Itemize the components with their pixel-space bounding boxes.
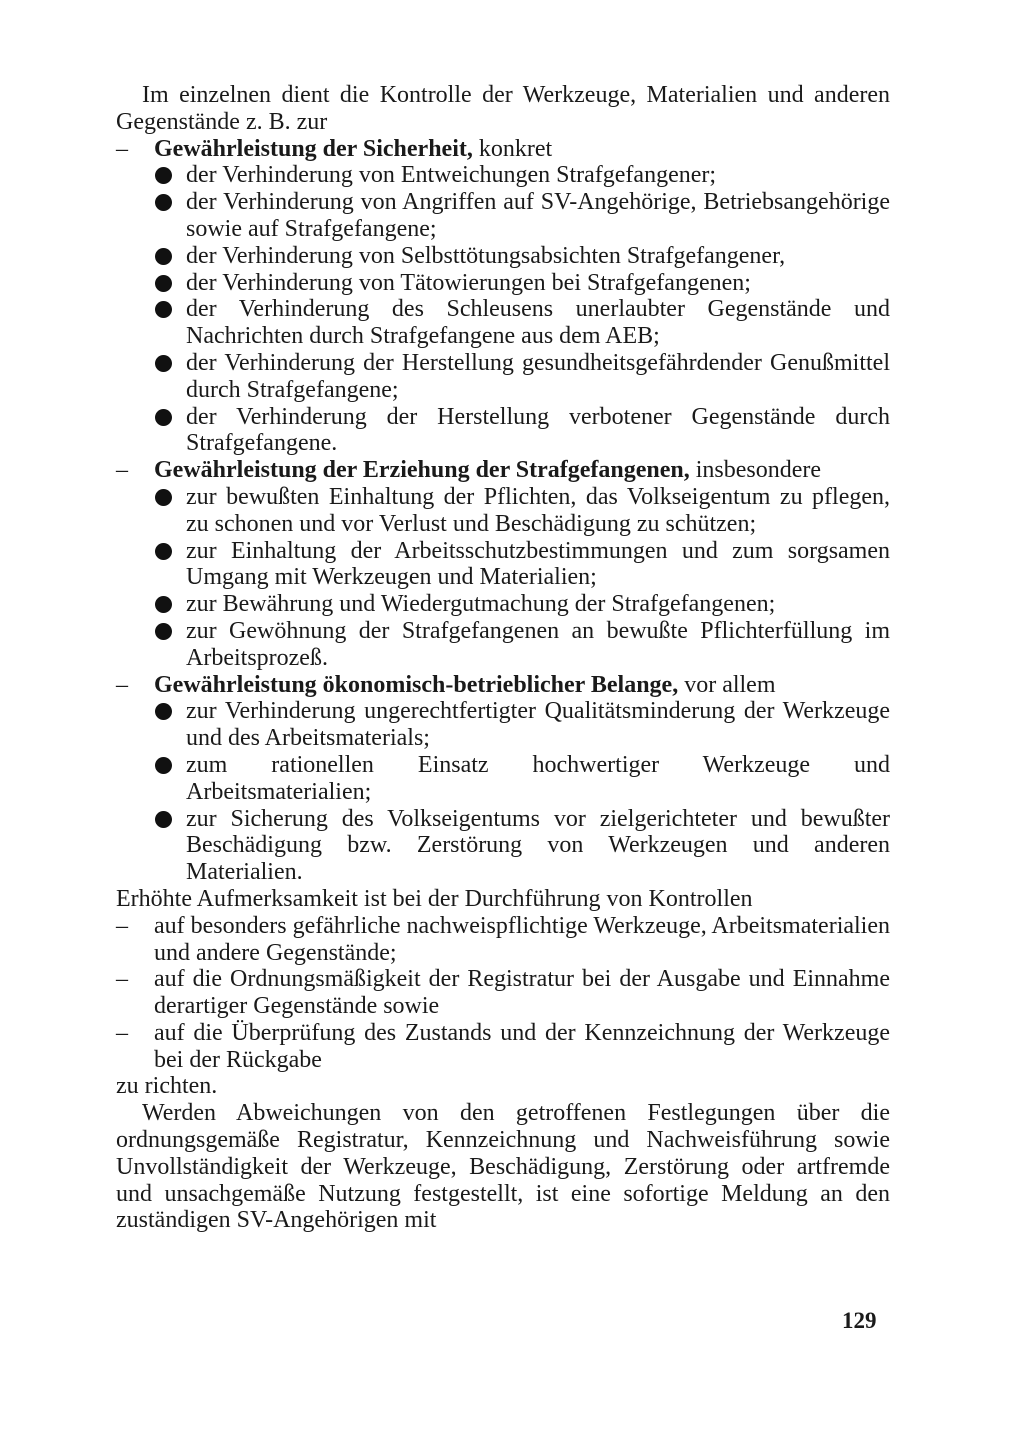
bullet-icon [155,355,172,372]
safety-bullet-list [116,162,890,457]
bullet-icon [155,757,172,774]
economic-bullet-list [116,698,890,886]
list-item: der Verhinderung von Angriffen auf SV-Angehörige, Betriebsangehörige sowie auf Strafgefangene; [116,189,890,243]
bullet-icon [155,275,172,292]
section-education [116,457,890,484]
bullet-icon [155,811,172,828]
attention-lead: Erhöhte Aufmerksamkeit ist bei der Durchführung von Kontrollen [116,885,753,912]
section-suffix: insbesondere [689,457,822,484]
bullet-icon [155,301,172,318]
dash-marker: – [116,671,128,698]
bullet-icon [155,703,172,720]
bullet-icon [155,543,172,560]
list-item: der Verhinderung der Herstellung verbotener Gegenstände durch Strafgefangene. [116,404,890,458]
attention-item: – auf die Ordnungsmäßigkeit der Registratur bei der Ausgabe und Einnahme derartiger Gegenstände sowie [116,966,890,1020]
list-item: der Verhinderung von Entweichungen Strafgefangener; [116,162,890,189]
list-item: der Verhinderung von Selbsttötungsabsichten Strafgefangener, [116,243,890,270]
list-item: zur Einhaltung der Arbeitsschutzbestimmungen und zum sorgsamen Umgang mit Werkzeugen und Materialien; [116,538,890,592]
bullet-icon [155,623,172,640]
list-item: der Verhinderung von Tätowierungen bei Strafgefangenen; [116,270,890,297]
closing-paragraph: Werden Abweichungen von den getroffenen Festlegungen über die ordnungsgemäße Registratur, Kennzeichnung und Nachweisführung sowie Unvollständigkeit der Werkzeuge, Beschädigung, Zerstörung oder artfremde und unsachgemäße Nutzung festgestellt, ist eine sofortige Meldung an den zuständigen SV-Angehörigen mit [116,1100,890,1234]
dash-marker: – [116,966,128,993]
dash-marker: – [116,457,128,484]
bullet-icon [155,248,172,265]
text-column [116,82,890,1234]
attention-tail: zu richten. [116,1073,218,1100]
dash-marker: – [116,912,128,939]
bullet-icon [155,167,172,184]
list-item: zur Sicherung des Volkseigentums vor zielgerichteter und bewußter Beschädigung bzw. Zerstörung von Werkzeugen und anderen Materialien. [116,806,890,886]
list-item: zum rationellen Einsatz hochwertiger Werkzeuge und Arbeitsmaterialien; [116,752,890,806]
education-bullet-list [116,484,890,672]
list-item: der Verhinderung der Herstellung gesundheitsgefährdender Genußmittel durch Strafgefangene; [116,350,890,404]
bullet-icon [155,409,172,426]
list-item: der Verhinderung des Schleusens unerlaubter Gegenstände und Nachrichten durch Strafgefangene aus dem AEB; [116,296,890,350]
list-item: zur Bewährung und Wiedergutmachung der Strafgefangenen; [116,591,890,618]
list-item: zur bewußten Einhaltung der Pflichten, das Volkseigentum zu pflegen, zu schonen und vor Verlust und Beschädigung zu schützen; [116,484,890,538]
section-economic [116,672,890,699]
dash-marker: – [116,1019,128,1046]
section-heading: Gewährleistung der Sicherheit, [154,135,473,162]
section-suffix: konkret [472,135,553,162]
section-heading: Gewährleistung der Erziehung der Strafgefangenen, [154,457,690,484]
section-suffix: vor allem [678,671,776,698]
section-heading: Gewährleistung ökonomisch-betrieblicher Belange, [154,671,679,698]
list-item: zur Verhinderung ungerechtfertigter Qualitätsminderung der Werkzeuge und des Arbeitsmaterials; [116,698,890,752]
attention-item: – auf besonders gefährliche nachweispflichtige Werkzeuge, Arbeitsmaterialien und andere Gegenstände; [116,912,890,966]
section-safety [116,136,890,163]
intro-paragraph: Im einzelnen dient die Kontrolle der Werkzeuge, Materialien und anderen Gegenstände z. B. zur [116,82,890,135]
bullet-icon [155,489,172,506]
dash-marker: – [116,135,128,162]
list-item: zur Gewöhnung der Strafgefangenen an bewußte Pflichterfüllung im Arbeitsprozeß. [116,618,890,672]
bullet-icon [155,596,172,613]
bullet-icon [155,194,172,211]
attention-item: – auf die Überprüfung des Zustands und der Kennzeichnung der Werkzeuge bei der Rückgabe [116,1019,890,1073]
page-number: 129 [842,1308,877,1333]
